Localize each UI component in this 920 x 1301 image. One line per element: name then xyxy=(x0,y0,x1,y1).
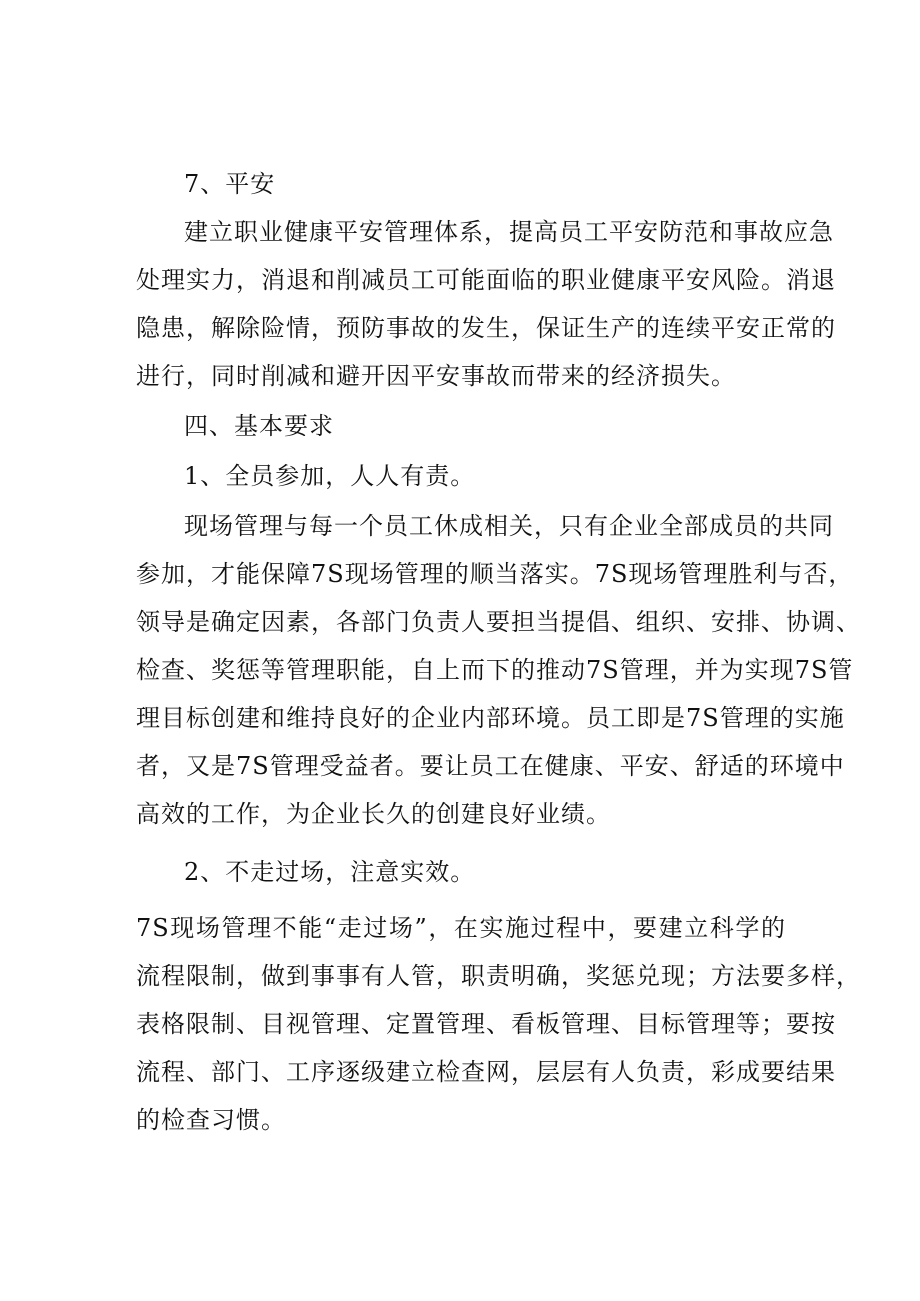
paragraph-line: 高效的工作，为企业长久的创建良好业绩。 xyxy=(136,800,611,828)
paragraph-line: 表格限制、目视管理、定置管理、看板管理、目标管理等；要按 xyxy=(136,1010,836,1038)
paragraph-line: 的检查习惯。 xyxy=(136,1106,286,1134)
item-2-title: 2、不走过场，注意实效。 xyxy=(184,858,476,886)
paragraph-line: 建立职业健康平安管理体系，提高员工平安防范和事故应急 xyxy=(184,218,834,246)
paragraph-line: 检查、奖惩等管理职能，自上而下的推动7S管理，并为实现7S管 xyxy=(136,656,854,684)
item-1 xyxy=(136,452,786,500)
section-4 xyxy=(136,402,786,450)
paragraph-line: 流程、部门、工序逐级建立检查网，层层有人负责，彩成要结果 xyxy=(136,1058,836,1086)
paragraph-line: 流程限制，做到事事有人管，职责明确，奖惩兑现；方法要多样， xyxy=(136,962,861,990)
paragraph-line: 进行，同时削减和避开因平安事故而带来的经济损失。 xyxy=(136,362,736,390)
item-1-body xyxy=(136,502,861,838)
section-7 xyxy=(136,160,786,208)
paragraph-line: 领导是确定因素，各部门负责人要担当提倡、组织、安排、协调、 xyxy=(136,608,861,636)
item-2-body xyxy=(136,904,861,1144)
paragraph-line: 现场管理与每一个员工休成相关，只有企业全部成员的共同 xyxy=(184,512,834,540)
section-7-body xyxy=(136,208,836,400)
section-7-title: 7、平安 xyxy=(184,170,276,198)
section-4-title: 四、基本要求 xyxy=(184,412,334,440)
item-1-title: 1、全员参加，人人有责。 xyxy=(184,462,476,490)
paragraph-line: 理目标创建和维持良好的企业内部环境。员工即是7S管理的实施 xyxy=(136,704,845,732)
paragraph-line: 参加，才能保障7S现场管理的顺当落实。7S现场管理胜利与否， xyxy=(136,560,854,588)
paragraph-line: 7S现场管理不能“走过场”，在实施过程中，要建立科学的 xyxy=(136,914,786,942)
paragraph-line: 者，又是7S管理受益者。要让员工在健康、平安、舒适的环境中 xyxy=(136,752,845,780)
paragraph-line: 处理实力，消退和削减员工可能面临的职业健康平安风险。消退 xyxy=(136,266,836,294)
item-2 xyxy=(136,848,786,896)
paragraph-line: 隐患，解除险情，预防事故的发生，保证生产的连续平安正常的 xyxy=(136,314,836,342)
